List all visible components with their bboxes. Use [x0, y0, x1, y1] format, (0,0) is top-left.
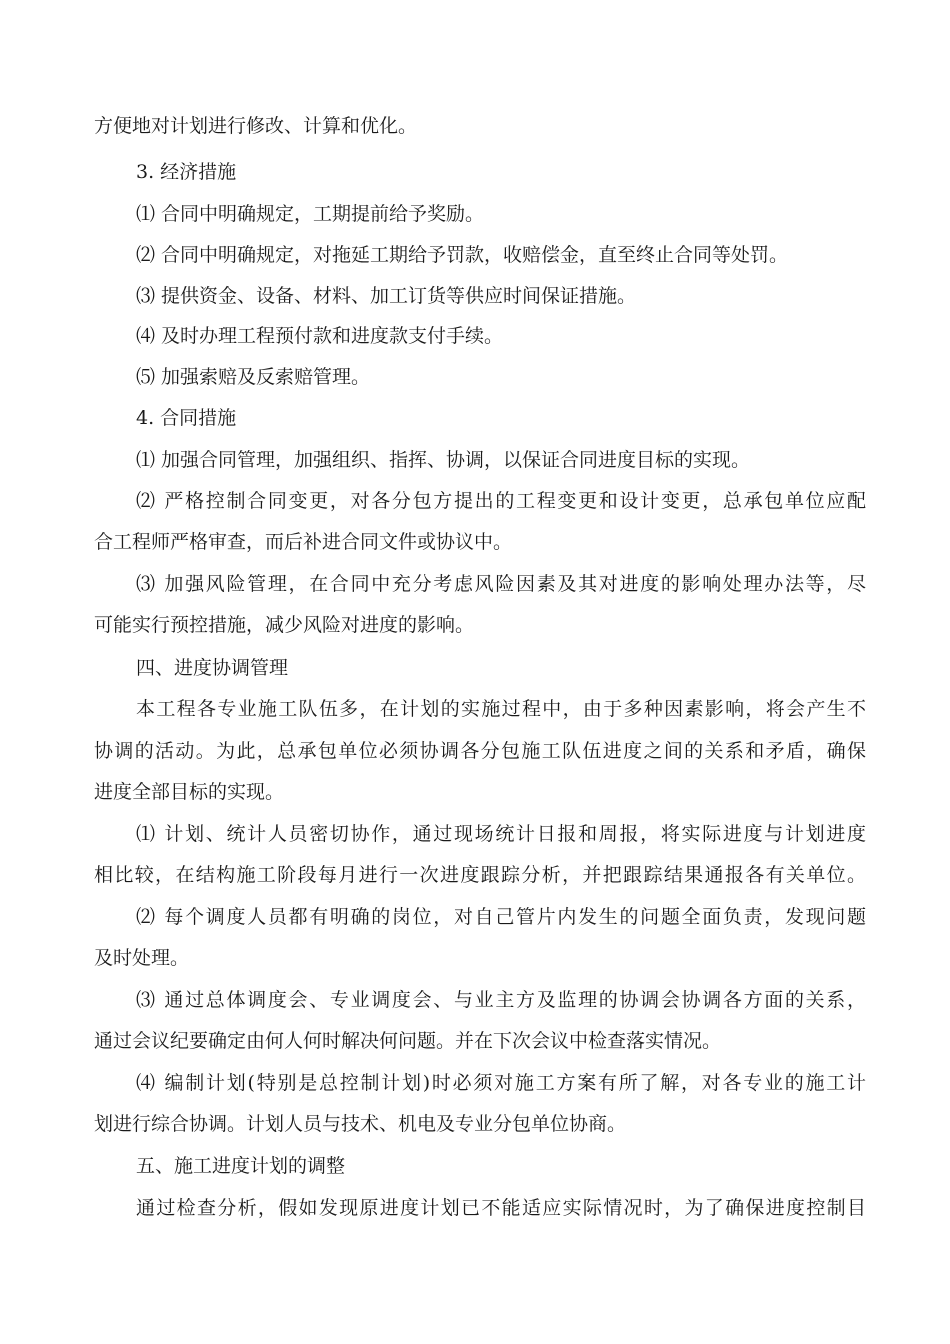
text-line: ⑴ 计划、统计人员密切协作，通过现场统计日报和周报，将实际进度与计划进度	[136, 823, 866, 845]
paragraph-line	[94, 1104, 866, 1145]
paragraph-line	[136, 1063, 866, 1104]
text-line: ⑵ 合同中明确规定，对拖延工期给予罚款，收赔偿金，直至终止合同等处罚。	[136, 244, 789, 266]
text-line: 相比较，在结构施工阶段每月进行一次进度跟踪分析，并把跟踪结果通报各有关单位。	[94, 864, 866, 886]
paragraph-econ-5	[136, 357, 908, 398]
paragraph-line	[136, 980, 866, 1021]
text-line: 可能实行预控措施，减少风险对进度的影响。	[94, 614, 475, 636]
text-line: ⑵ 每个调度人员都有明确的岗位，对自己管片内发生的问题全面负责，发现问题	[136, 906, 866, 928]
text-line: ⑸ 加强索赔及反索赔管理。	[136, 366, 371, 388]
text-line: ⑵ 严格控制合同变更，对各分包方提出的工程变更和设计变更，总承包单位应配	[136, 490, 866, 512]
text-line: 合工程师严格审查，而后补进合同文件或协议中。	[94, 531, 513, 553]
text-line: 五、施工进度计划的调整	[136, 1155, 346, 1177]
text-line: ⑷ 及时办理工程预付款和进度款支付手续。	[136, 325, 504, 347]
paragraph-line	[136, 897, 866, 938]
text-line: ⑶ 通过总体调度会、专业调度会、与业主方及监理的协调会协调各方面的关系，	[136, 989, 866, 1011]
paragraph-econ-3	[136, 276, 908, 317]
paragraph-line	[94, 731, 866, 772]
text-line: ⑶ 加强风险管理，在合同中充分考虑风险因素及其对进度的影响处理办法等，尽	[136, 573, 866, 595]
text-line: ⑷ 编制计划(特别是总控制计划)时必须对施工方案有所了解，对各专业的施工计	[136, 1072, 866, 1094]
paragraph-line	[94, 605, 866, 646]
text-line: 4. 合同措施	[136, 407, 237, 429]
paragraph-line	[136, 814, 866, 855]
paragraph-contract-1	[136, 440, 908, 481]
paragraph-line	[136, 689, 866, 730]
paragraph-line	[94, 522, 866, 563]
heading-contract-measures	[136, 398, 908, 439]
text-line: 划进行综合协调。计划人员与技术、机电及专业分包单位协商。	[94, 1113, 627, 1135]
paragraph-line	[136, 564, 866, 605]
text-line: 方便地对计划进行修改、计算和优化。	[94, 115, 418, 137]
text-line: 协调的活动。为此，总承包单位必须协调各分包施工队伍进度之间的关系和矛盾，确保	[94, 740, 866, 762]
text-line: ⑴ 加强合同管理，加强组织、指挥、协调，以保证合同进度目标的实现。	[136, 449, 751, 471]
text-line: 及时处理。	[94, 947, 190, 969]
text-line: 通过检查分析，假如发现原进度计划已不能适应实际情况时，为了确保进度控制目	[136, 1197, 866, 1219]
paragraph-econ-2	[136, 235, 908, 276]
paragraph-line	[94, 1021, 866, 1062]
text-line: 四、进度协调管理	[136, 657, 289, 679]
text-line: ⑶ 提供资金、设备、材料、加工订货等供应时间保证措施。	[136, 285, 637, 307]
text-line: ⑴ 合同中明确规定，工期提前给予奖励。	[136, 203, 485, 225]
paragraph-plan-modification	[94, 106, 866, 147]
text-line: 通过会议纪要确定由何人何时解决何问题。并在下次会议中检查落实情况。	[94, 1030, 722, 1052]
paragraph-line	[136, 481, 866, 522]
heading-economic-measures	[136, 152, 908, 193]
text-line: 本工程各专业施工队伍多，在计划的实施过程中，由于多种因素影响，将会产生不	[136, 698, 866, 720]
paragraph-line	[94, 855, 866, 896]
text-line: 进度全部目标的实现。	[94, 781, 285, 803]
paragraph-line	[94, 938, 866, 979]
paragraph-line	[94, 772, 866, 813]
heading-schedule-coordination	[136, 648, 908, 689]
paragraph-econ-4	[136, 316, 908, 357]
paragraph-econ-1	[136, 194, 908, 235]
text-line: 3. 经济措施	[136, 161, 237, 183]
paragraph-adjustment-intro	[136, 1188, 866, 1229]
heading-schedule-adjustment	[136, 1146, 908, 1187]
